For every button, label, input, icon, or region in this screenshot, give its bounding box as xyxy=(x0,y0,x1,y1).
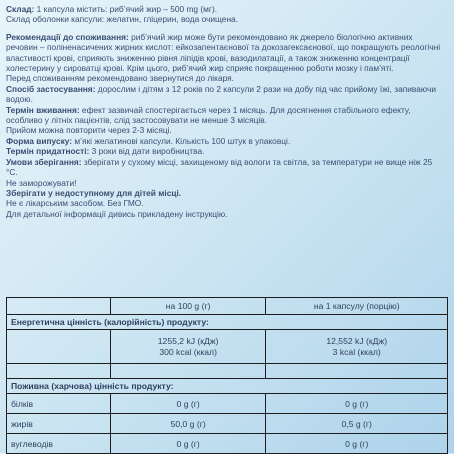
energy-section-row xyxy=(7,315,448,330)
recommendations-label: Рекомендації до споживання: xyxy=(6,31,129,42)
composition-text: 1 капсула містить: риб’ячий жир – 500 mg (мг). xyxy=(34,4,218,14)
repeat-note: Прийом можна повторити через 2-3 місяці. xyxy=(6,125,172,136)
energy-percap-kj: 12,552 kJ (кДж) xyxy=(326,335,388,346)
term xyxy=(6,105,446,126)
storage-label: Умови зберігання: xyxy=(6,156,82,167)
shelf-life-label: Термін придатності: xyxy=(6,146,90,157)
energy-values-row xyxy=(7,330,448,364)
storage-text: зберігати у сухому місці, захищеному від вологи та світла, за температури не вище ніж 25 °С. xyxy=(6,156,433,178)
table-header-row xyxy=(7,298,448,315)
usage-label: Спосіб застосування: xyxy=(6,83,96,94)
children-warning: Зберігати у недоступному для дітей місці. xyxy=(6,187,182,198)
nutrition-table xyxy=(6,297,448,454)
composition xyxy=(6,4,446,14)
details-note: Для детальної інформації дивись прикладену інструкцію. xyxy=(6,208,228,219)
nutrition-title: Поживна (харчова) цінність продукту: xyxy=(7,379,448,394)
shelf-life xyxy=(6,146,446,156)
row-per100: 50,0 g (г) xyxy=(110,414,266,434)
usage xyxy=(6,84,446,105)
label-text xyxy=(6,4,446,219)
energy-title: Енергетична цінність (калорійність) продукту: xyxy=(7,315,448,330)
shell-composition: Склад оболонки капсули: желатин, гліцерин, вода очищена. xyxy=(6,14,239,25)
row-percap: 0 g (г) xyxy=(266,434,448,454)
header-per100: на 100 g (г) xyxy=(110,298,266,315)
recommendations xyxy=(6,32,446,74)
row-name: вуглеводів xyxy=(7,434,111,454)
table-row xyxy=(7,434,448,454)
header-percap: на 1 капсулу (порцію) xyxy=(266,298,448,315)
energy-per100-kj: 1255,2 kJ (кДж) xyxy=(157,335,219,346)
doctor-advice: Перед споживанням рекомендовано звернутися до лікаря. xyxy=(6,73,234,84)
term-label: Термін вживання: xyxy=(6,104,80,115)
blank-row xyxy=(7,364,448,379)
form xyxy=(6,136,446,146)
form-text: м’які желатинові капсули. Кількість 100 штук в упаковці. xyxy=(72,135,291,146)
storage xyxy=(6,157,446,178)
no-freeze: Не заморожувати! xyxy=(6,177,77,188)
row-name: жирів xyxy=(7,414,111,434)
form-label: Форма випуску: xyxy=(6,135,73,146)
row-percap: 0,5 g (г) xyxy=(266,414,448,434)
usage-text: дорослим і дітям з 12 років по 2 капсули 2 рази на добу під час прийому їжі, запиваючи водою. xyxy=(6,83,436,105)
energy-percap xyxy=(266,330,448,364)
row-name: білків xyxy=(7,394,111,414)
energy-per100 xyxy=(110,330,266,364)
shelf-life-text: 3 роки від дати виробництва. xyxy=(89,146,205,157)
composition-label: Склад: xyxy=(6,4,35,14)
header-empty xyxy=(7,298,111,315)
table-row xyxy=(7,394,448,414)
energy-percap-kcal: 3 kcal (ккал) xyxy=(332,346,381,357)
table-row xyxy=(7,414,448,434)
energy-per100-kcal: 300 kcal (ккал) xyxy=(159,346,217,357)
row-per100: 0 g (г) xyxy=(110,434,266,454)
not-drug-note: Не є лікарським засобом. Без ГМО. xyxy=(6,198,144,209)
row-per100: 0 g (г) xyxy=(110,394,266,414)
recommendations-text: риб’ячий жир може бути рекомендовано як джерело біологічно активних речовин – поліненасичених жирних кислот: ейкозапентаєнової та докозагексаєнової, що покращують реологічні властивості крові, сприяють зниженню рівня ліпідів крові, вазодилатації, а також зниженню концентрації холестерину у сироватці крові. Крім цього, риб’ячий жир сприяє покращенню роботи мозку і пам’яті. xyxy=(6,31,441,74)
term-text: ефект зазвичай спостерігається через 1 місяць. Для досягнення стабільного ефекту, особливо у літніх пацієнтів, слід застосовувати не менше 3 місяців. xyxy=(6,104,411,126)
nutrition-section-row xyxy=(7,379,448,394)
row-percap: 0 g (г) xyxy=(266,394,448,414)
